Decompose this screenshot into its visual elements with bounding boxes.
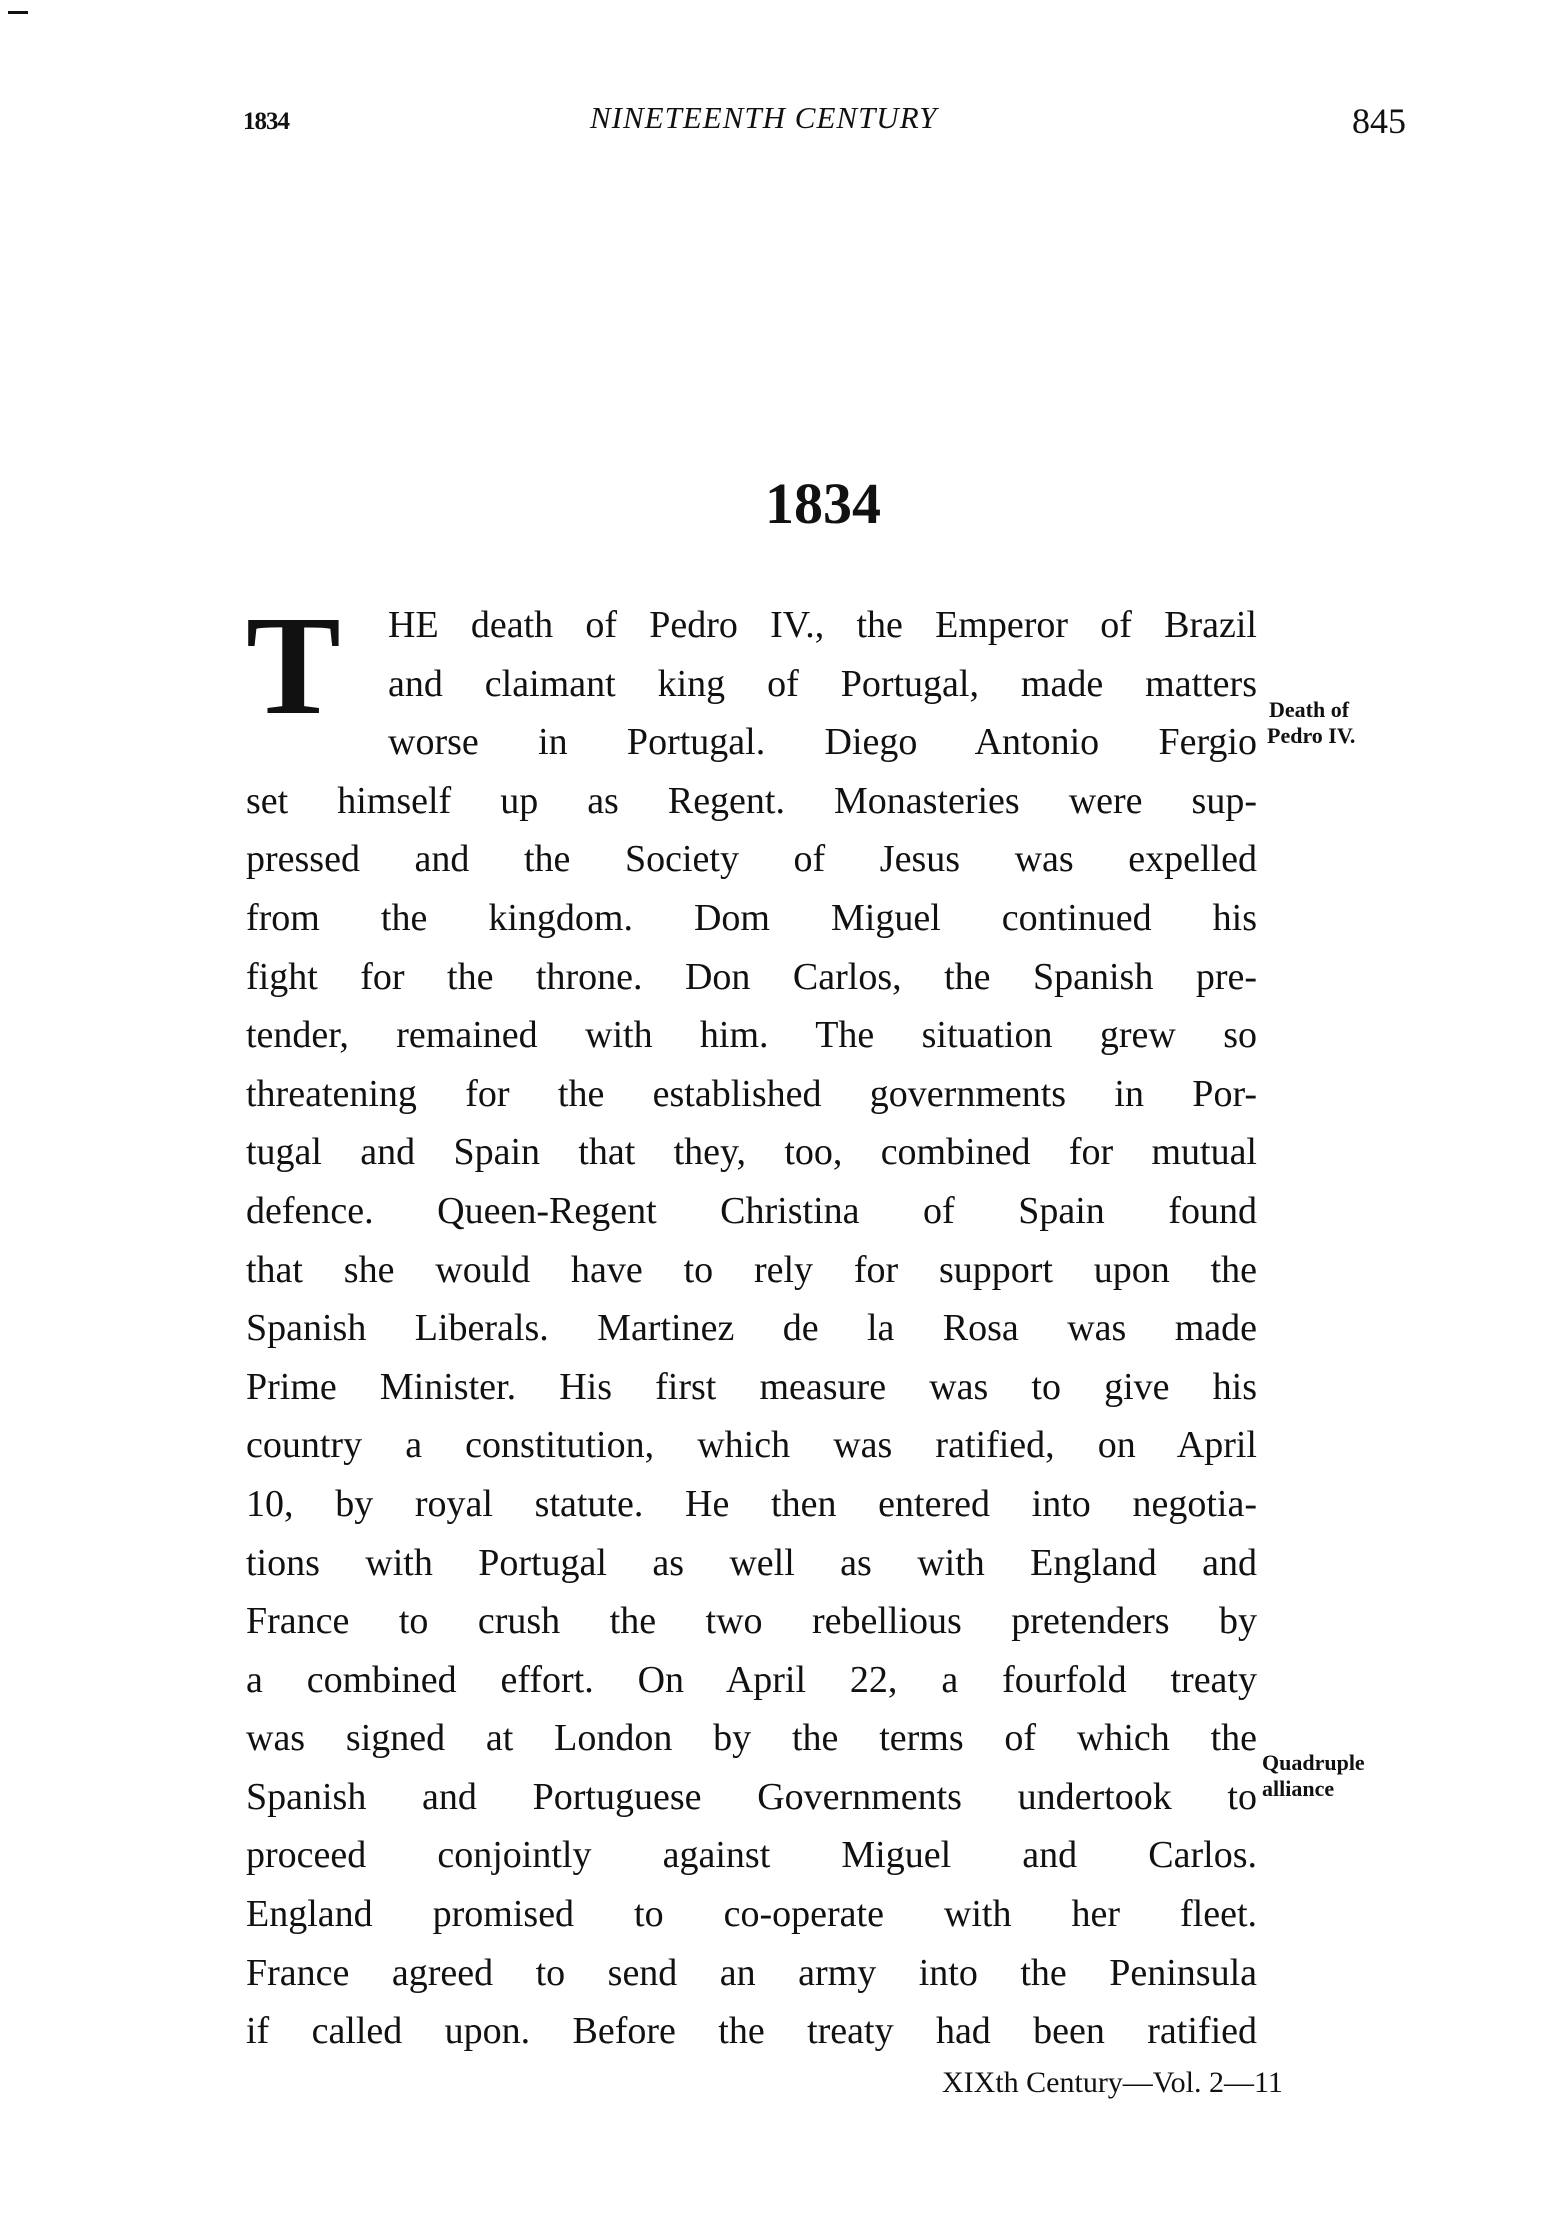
text-line: Spanish and Portuguese Governments undertook to — [246, 1775, 1257, 1818]
text-line: England promised to co-operate with her fleet. — [246, 1893, 1257, 1936]
text-line: from the kingdom. Dom Miguel continued his — [246, 896, 1257, 939]
margin-note-quadruple-alliance — [1262, 1750, 1365, 1802]
text-line: a combined effort. On April 22, a fourfold treaty — [246, 1658, 1257, 1701]
margin-note-line: Death of — [1269, 697, 1350, 722]
text-line: HE death of Pedro IV., the Emperor of Brazil — [388, 604, 1257, 646]
margin-note-line: alliance — [1262, 1776, 1335, 1801]
chapter-title-wrap — [0, 470, 1561, 537]
text-line: Spanish Liberals. Martinez de la Rosa was made — [246, 1307, 1257, 1350]
text-line: France agreed to send an army into the Peninsula — [246, 1951, 1257, 1994]
margin-note-death-of-pedro — [1267, 697, 1355, 749]
text-line: Prime Minister. His first measure was to give his — [246, 1365, 1257, 1408]
text-line: tions with Portugal as well as with England and — [246, 1541, 1257, 1584]
text-line: if called upon. Before the treaty had been ratified — [246, 2010, 1257, 2053]
page-number: 845 — [1352, 101, 1406, 141]
drop-cap: T — [246, 586, 341, 744]
text-line: set himself up as Regent. Monasteries were sup- — [246, 779, 1257, 822]
running-head-title: NINETEENTH CENTURY — [590, 100, 938, 135]
text-line: that she would have to rely for support upon the — [246, 1248, 1257, 1291]
text-line: country a constitution, which was ratified, on April — [246, 1424, 1257, 1467]
text-line: tender, remained with him. The situation grew so — [246, 1014, 1257, 1057]
chapter-title: 1834 — [765, 471, 881, 536]
text-line: worse in Portugal. Diego Antonio Fergio — [388, 721, 1257, 764]
text-line: 10, by royal statute. He then entered into negotia- — [246, 1482, 1257, 1525]
text-line: fight for the throne. Don Carlos, the Spanish pre- — [246, 955, 1257, 998]
margin-note-line: Pedro IV. — [1267, 723, 1356, 748]
text-line: defence. Queen-Regent Christina of Spain found — [246, 1189, 1257, 1232]
body-text — [246, 586, 1257, 2061]
scan-mark — [8, 11, 28, 14]
margin-note-line: Quadruple — [1262, 1750, 1365, 1775]
text-line: was signed at London by the terms of which the — [246, 1717, 1257, 1760]
text-line: proceed conjointly against Miguel and Carlos. — [246, 1834, 1257, 1877]
text-line: tugal and Spain that they, too, combined for mutual — [246, 1131, 1257, 1174]
text-line: France to crush the two rebellious pretenders by — [246, 1600, 1257, 1643]
text-line: threatening for the established governments in Por- — [246, 1072, 1257, 1115]
signature-footer: XIXth Century—Vol. 2—11 — [942, 2066, 1283, 2099]
running-head-year: 1834 — [243, 108, 289, 135]
text-line: pressed and the Society of Jesus was expelled — [246, 838, 1257, 881]
text-line: and claimant king of Portugal, made matters — [388, 662, 1257, 705]
